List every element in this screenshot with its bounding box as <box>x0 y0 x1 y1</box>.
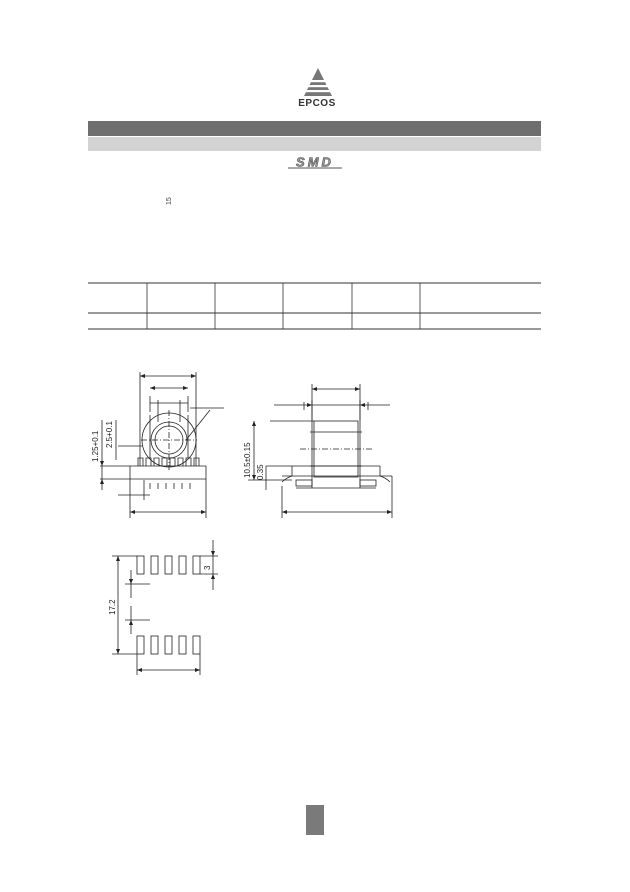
small-rotated-mark: 15 <box>166 197 173 205</box>
brand-name: EPCOS <box>298 98 336 109</box>
footprint-drawing <box>112 540 218 675</box>
dim-foot: 0.35 <box>256 464 265 480</box>
dim-pad-length: 3 <box>203 565 212 570</box>
front-view-drawing <box>100 372 224 518</box>
smd-badge-text: SMD <box>296 155 334 169</box>
dim-height-total: 10.5±0.15 <box>243 442 252 478</box>
dim-row-spacing: 17.2 <box>108 599 117 615</box>
dim-height-b: 2.5+0.1 <box>105 421 114 448</box>
page-number-tab <box>306 805 324 835</box>
side-view-drawing <box>248 384 392 518</box>
dim-height-a: 1.25+0.1 <box>91 430 100 462</box>
